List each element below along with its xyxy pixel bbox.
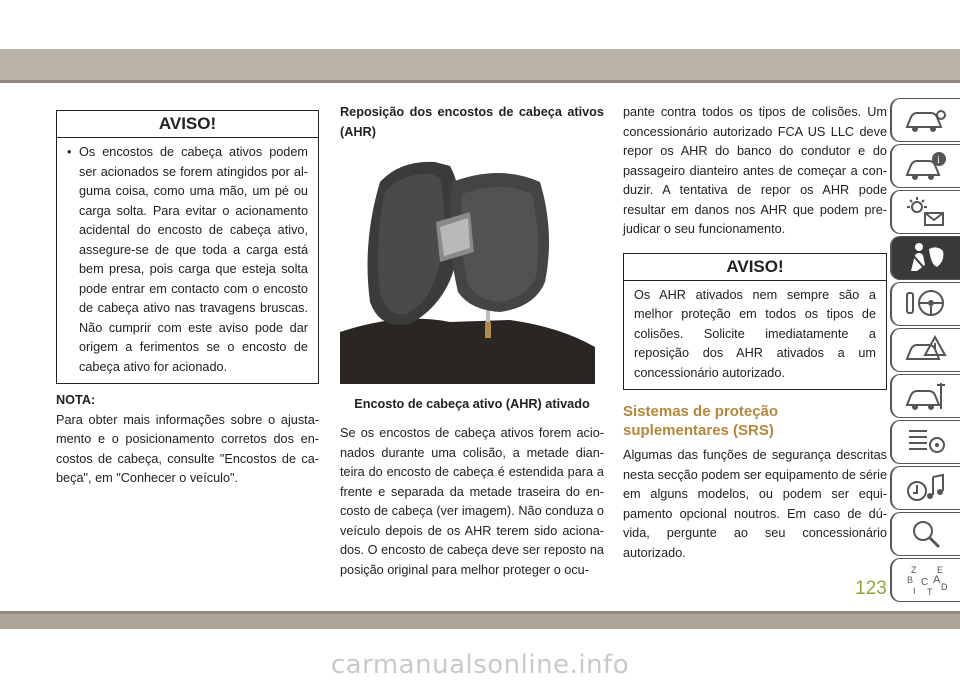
image-caption: Encosto de cabeça ativo (AHR) ativado xyxy=(354,396,590,411)
header-rule xyxy=(0,80,960,83)
index-letter-a: A xyxy=(933,574,941,586)
tab-getting-to-know[interactable] xyxy=(890,144,960,188)
index-letter-t: T xyxy=(927,587,933,597)
warning-title-ahr: AVISO! xyxy=(624,254,886,281)
tab-technical-specs[interactable] xyxy=(890,420,960,464)
warning-title: AVISO! xyxy=(57,111,318,138)
warning-light-icon xyxy=(903,195,949,229)
warning-box xyxy=(56,110,319,384)
car-info-icon xyxy=(903,149,949,183)
footer-bar xyxy=(0,611,960,629)
car-key-icon xyxy=(903,103,949,137)
music-note-icon xyxy=(903,471,949,505)
tab-safety[interactable] xyxy=(890,236,960,280)
tab-multimedia[interactable] xyxy=(890,466,960,510)
note-title: NOTA: xyxy=(56,393,96,407)
column-middle xyxy=(340,103,604,580)
column-right xyxy=(623,103,887,563)
index-letter-e: E xyxy=(937,565,944,575)
section-title-srs: Sistemas de proteção suplementares (SRS) xyxy=(623,403,779,439)
spec-list-gear-icon xyxy=(903,425,949,459)
index-letter-d: D xyxy=(941,582,948,592)
ahr-paragraph: Se os encostos de cabeça ativos forem acionados durante uma colisão, a metade dianteira do encosto de cabeça é estendida para a frente e separada da metade traseira do encosto de cabeça (ver imagem). Não conduza o veículo depois de os AHR terem sido acionados. O encosto de cabeça deve ser reposto na posição original para melhor proteger o ocu- xyxy=(340,426,604,577)
tab-index[interactable] xyxy=(890,558,960,602)
ahr-paragraph-continued: pante contra todos os tipos de colisões. Um concessionário autorizado FCA US LLC deve repor os AHR do banco do condutor e do passageiro dianteiro antes de começar a conduzir. A tentativa de repor os AHR pode resultar em danos nos AHR que podem prejudicar o seu funcionamento. xyxy=(623,105,887,236)
tab-instrument-panel[interactable] xyxy=(890,190,960,234)
tab-starting-operating[interactable] xyxy=(890,282,960,326)
tab-servicing[interactable] xyxy=(890,374,960,418)
warning-text-ahr: Os AHR ativados nem sempre são a melhor proteção em todos os tipos de colisões. Solicite imediatamente a reposição dos AHR ativados a um concessionário autorizado. xyxy=(634,287,876,380)
headrest-photo xyxy=(340,152,595,384)
section-title-ahr-reset: Reposição dos encostos de cabeça ativos (AHR) xyxy=(340,105,604,139)
tab-vehicle-info[interactable] xyxy=(890,98,960,142)
warning-bullet xyxy=(67,143,308,377)
seatbelt-person-icon xyxy=(903,241,949,275)
index-letters-icon xyxy=(903,563,949,597)
index-letter-c: C xyxy=(921,577,929,588)
footer-watermark-url: carmanualsonline.info xyxy=(330,650,630,680)
car-wrench-icon xyxy=(903,379,949,413)
magnifier-icon xyxy=(903,517,949,551)
note-text: Para obter mais informações sobre o ajustamento e o posicionamento corretos dos encostos de cabeça, consulte "Encostos de cabeça", em "Conhecer o veículo". xyxy=(56,412,319,485)
index-letter-z: Z xyxy=(911,565,917,575)
index-letter-i: I xyxy=(913,586,916,596)
chapter-tabs xyxy=(890,98,960,604)
steering-wheel-icon xyxy=(903,287,949,321)
srs-paragraph: Algumas das funções de segurança descritas nesta secção podem ser equipamento de série em alguns modelos, ou podem ser equipamento opcional noutros. Em caso de dúvida, pergunte ao seu concessionário autorizado. xyxy=(623,448,887,560)
page-number: 123 xyxy=(855,578,887,599)
car-hazard-icon xyxy=(903,333,949,367)
warning-box-ahr xyxy=(623,253,887,391)
header-bar xyxy=(0,49,960,80)
bullet-dot: • xyxy=(67,145,72,159)
svg-text:i: i xyxy=(937,155,940,166)
column-left xyxy=(56,110,319,489)
tab-search[interactable] xyxy=(890,512,960,556)
index-letter-b: B xyxy=(907,575,914,585)
tab-emergency[interactable] xyxy=(890,328,960,372)
warning-bullet-text: Os encostos de cabeça ativos podem ser acionados se forem atingidos por alguma coisa, como uma mão, um pé ou carga solta. Para evitar o acionamento acidental do encosto de cabeça ativo, assegure-se de que toda a carga está bem presa, pois carga que esteja solta pode entrar em contacto com o encosto de cabeça ativo nas travagens bruscas. Não cumprir com este aviso pode dar origem a ferimentos se o encosto de cabeça ativo for acionado. xyxy=(79,145,308,374)
